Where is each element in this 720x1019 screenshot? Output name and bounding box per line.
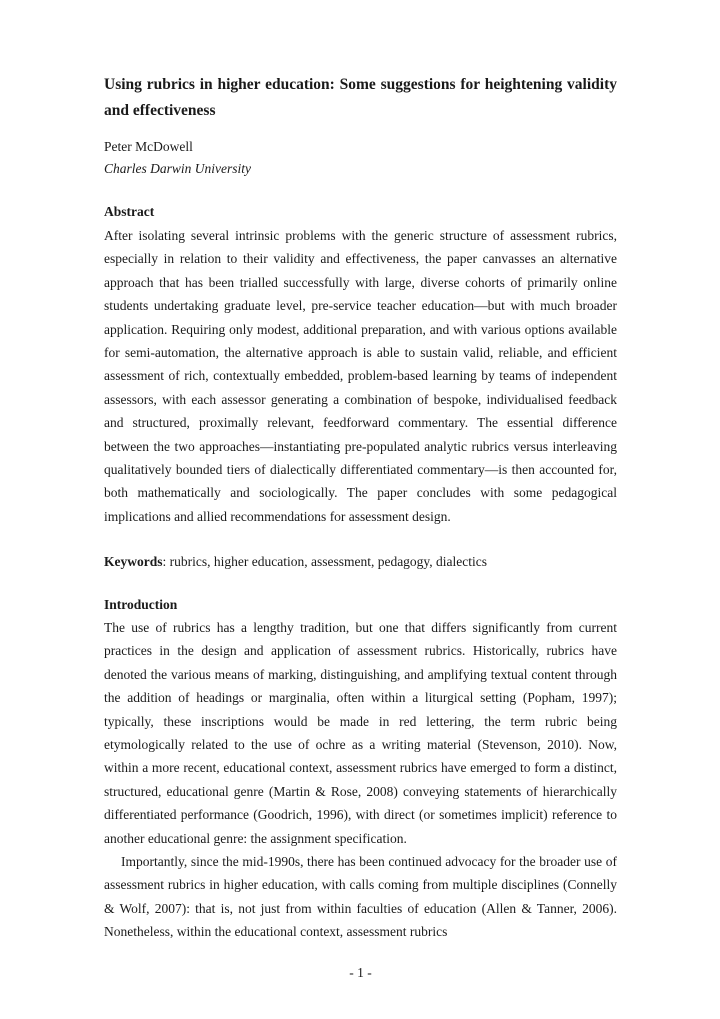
keywords-text: : rubrics, higher education, assessment, pedagogy, dialectics: [162, 554, 488, 569]
page-number: - 1 -: [349, 965, 372, 980]
author-name: Peter McDowell: [104, 139, 193, 154]
introduction-paragraph-1: The use of rubrics has a lengthy tradition, but one that differs significantly from current practices in the design and application of assessment rubrics. Historically, rubrics have denoted the various means of marking, distinguishing, and amplifying textual content through the addition of headings or marginalia, often within a liturgical setting (Popham, 1997); typically, these inscriptions would be made in red lettering, the term rubric being etymologically related to the use of ochre as a writing material (Stevenson, 2010). Now, within a more recent, educational context, assessment rubrics have emerged to form a distinct, structured, educational genre (Martin & Rose, 2008) conveying statements of hierarchically differentiated performance (Goodrich, 1996), with direct (or sometimes implicit) reference to another educational genre: the assignment specification.: [104, 620, 617, 846]
abstract-text: After isolating several intrinsic problems with the generic structure of assessment rubrics, especially in relation to their validity and effectiveness, the paper canvasses an alternative approach that has been trialled successfully with large, diverse cohorts of primarily online students undertaking graduate level, pre-service teacher education—but with much broader application. Requiring only modest, additional preparation, and with various options available for semi-automation, the alternative approach is able to sustain valid, reliable, and efficient assessment of rich, contextually embedded, problem-based learning by teams of independent assessors, with each assessor generating a combination of bespoke, individualised feedback and structured, proximally relevant, feedforward commentary. The essential difference between the two approaches—instantiating pre-populated analytic rubrics versus interleaving qualitatively bounded tiers of dialectically differentiated commentary—is then accounted for, both mathematically and sociologically. The paper concludes with some pedagogical implications and allied recommendations for assessment design.: [104, 228, 617, 524]
abstract-heading: Abstract: [104, 204, 155, 219]
author-affiliation: Charles Darwin University: [104, 161, 251, 176]
paper-title: Using rubrics in higher education: Some suggestions for heightening validity and effectiveness: [104, 76, 617, 119]
keywords-label: Keywords: [104, 554, 163, 569]
keywords-line: [104, 552, 487, 572]
introduction-heading: Introduction: [104, 597, 178, 612]
introduction-paragraph-2: Importantly, since the mid-1990s, there has been continued advocacy for the broader use of assessment rubrics in higher education, with calls coming from multiple disciplines (Connelly & Wolf, 2007): that is, not just from within faculties of education (Allen & Tanner, 2006). Nonetheless, within the educational context, assessment rubrics: [104, 854, 617, 940]
